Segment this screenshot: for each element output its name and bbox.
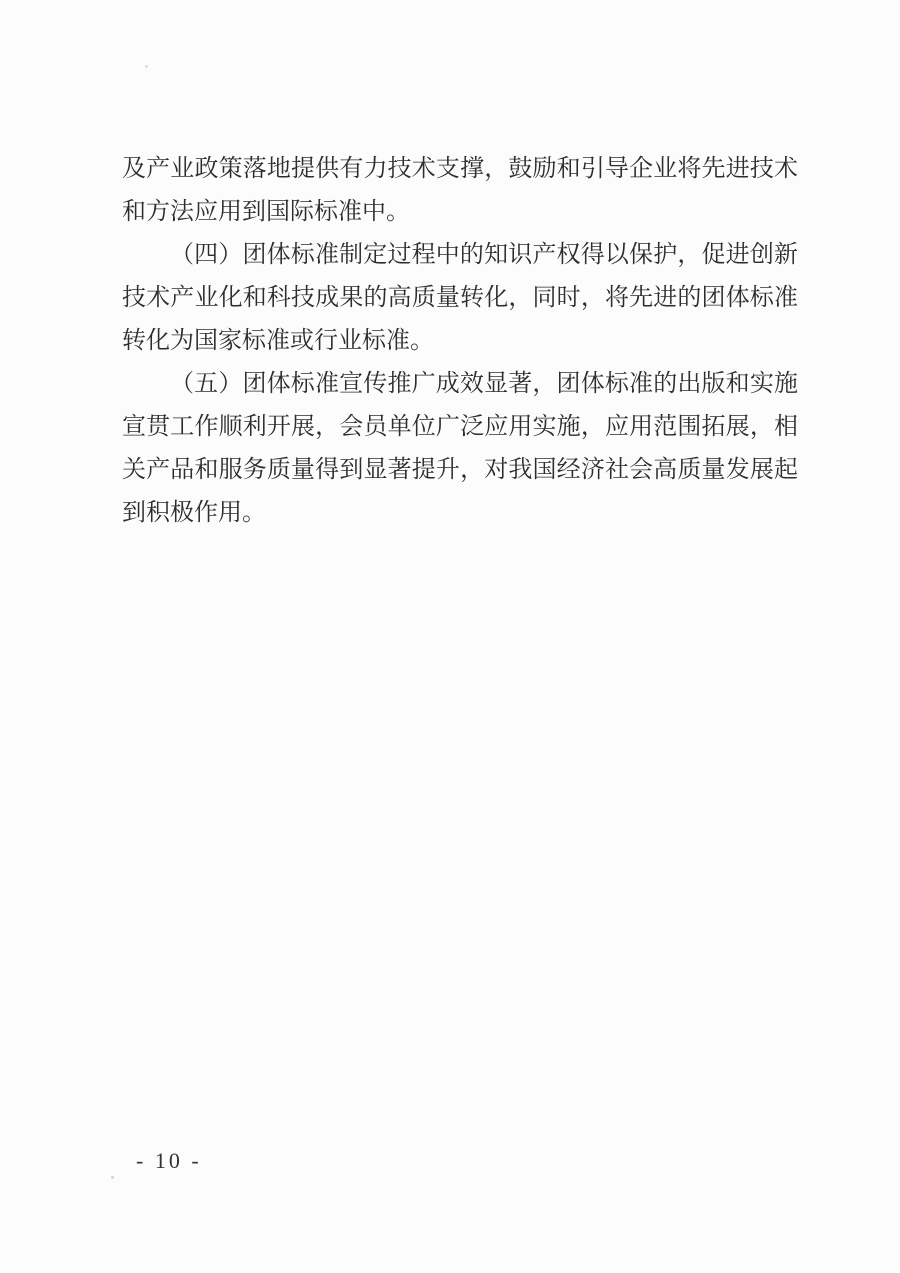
body-line: 转化为国家标准或行业标准。 xyxy=(122,328,434,354)
body-line: 关产品和服务质量得到显著提升，对我国经济社会高质量发展起 xyxy=(122,457,798,483)
body-line: 和方法应用到国际标准中。 xyxy=(122,199,410,225)
paragraph-item-5 xyxy=(122,363,798,535)
body-line: （五）团体标准宣传推广成效显著，团体标准的出版和实施 xyxy=(170,371,798,397)
document-body xyxy=(122,148,798,535)
scan-speck xyxy=(111,1176,114,1179)
page-number: - 10 - xyxy=(136,1148,202,1173)
paragraph-item-4 xyxy=(122,234,798,363)
scan-speck xyxy=(145,65,148,68)
body-line: 到积极作用。 xyxy=(122,500,266,526)
body-line: 及产业政策落地提供有力技术支撑，鼓励和引导企业将先进技术 xyxy=(122,156,798,182)
paragraph-continuation xyxy=(122,148,798,234)
body-line: 技术产业化和科技成果的高质量转化，同时，将先进的团体标准 xyxy=(122,285,798,311)
body-line: 宣贯工作顺利开展，会员单位广泛应用实施，应用范围拓展，相 xyxy=(122,414,798,440)
body-line: （四）团体标准制定过程中的知识产权得以保护，促进创新 xyxy=(170,242,798,268)
